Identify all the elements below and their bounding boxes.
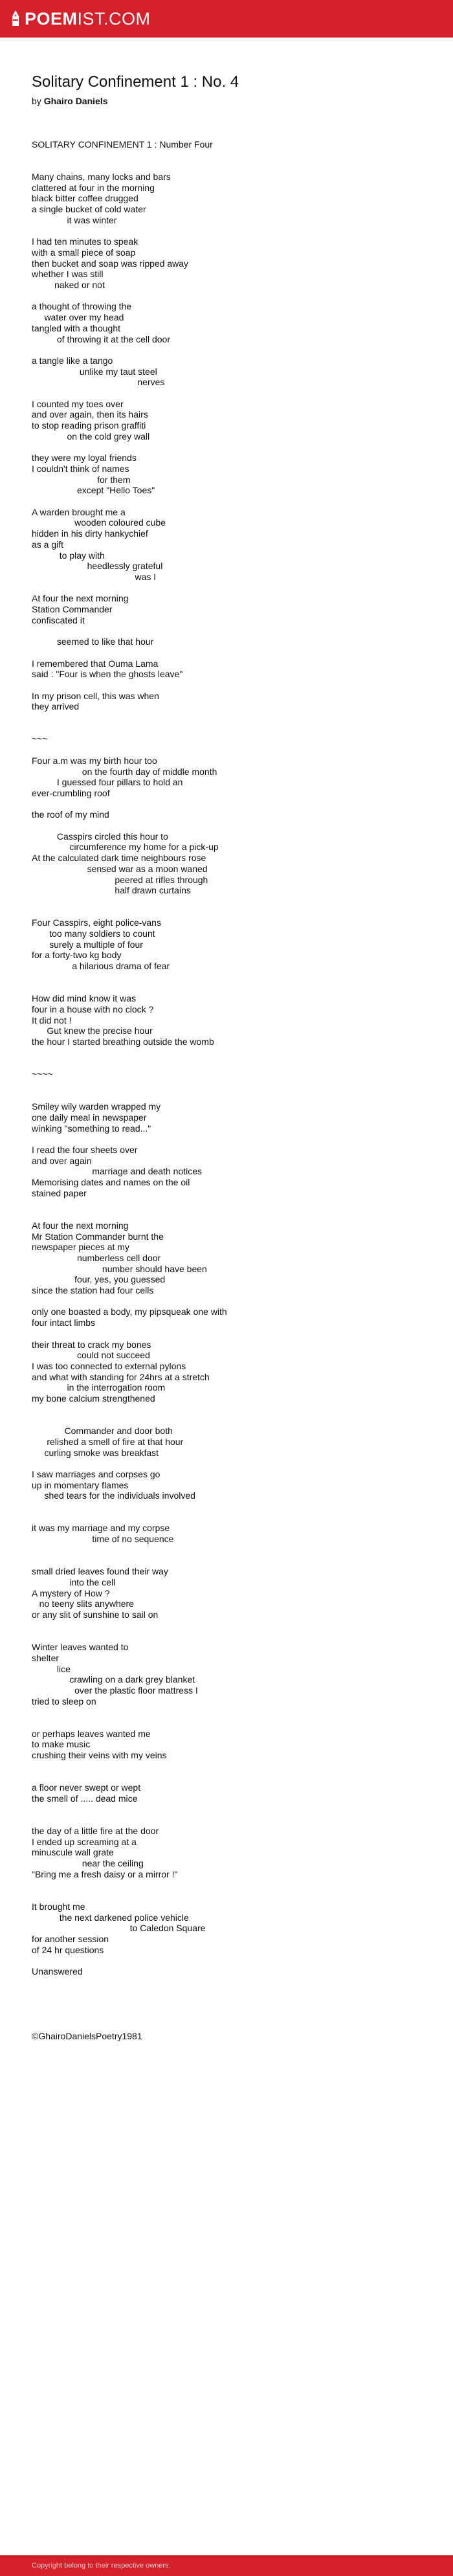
by-label: by	[32, 96, 44, 106]
poem-line: Four Casspirs, eight police-vans	[32, 917, 161, 928]
poem-line: nerves	[32, 377, 165, 388]
poem-line: for a forty-two kg body	[32, 950, 122, 961]
poem-line: could not succeed	[32, 1350, 150, 1361]
poem-line	[32, 1988, 433, 1999]
poem-line	[32, 344, 433, 355]
poem-line: ©GhairoDanielsPoetry1981	[32, 2031, 142, 2042]
poem-line	[32, 1199, 433, 1210]
poem-line: on the cold grey wall	[32, 431, 150, 442]
logo-light: IST.COM	[77, 9, 151, 28]
poem-line: I couldn't think of names	[32, 463, 129, 474]
poem-line: since the station had four cells	[32, 1285, 154, 1296]
poem-line	[32, 1047, 433, 1058]
poem-line: A mystery of How ?	[32, 1587, 110, 1598]
poem-line: numberless cell door	[32, 1252, 161, 1263]
poem-line: four intact limbs	[32, 1317, 96, 1328]
poem-line: winking "something to read..."	[32, 1123, 151, 1134]
logo-strong: POEM	[25, 9, 78, 28]
poem-line	[32, 820, 433, 831]
poem-line: with a small piece of soap	[32, 247, 136, 258]
poem-line	[32, 907, 433, 918]
poem-line	[32, 1999, 433, 2010]
poem-line: of 24 hr questions	[32, 1944, 104, 1955]
poem-line: Many chains, many locks and bars	[32, 172, 171, 183]
poem-line	[32, 1880, 433, 1891]
author-link[interactable]: Ghairo Daniels	[43, 96, 108, 106]
poem-line	[32, 1501, 433, 1512]
poem-line: only one boasted a body, my pipsqueak one with	[32, 1306, 227, 1317]
poem-line: too many soldiers to count	[32, 928, 155, 939]
poem-line: no teeny slits anywhere	[32, 1598, 134, 1609]
poem-line: I saw marriages and corpses go	[32, 1468, 160, 1479]
poem-line	[32, 1761, 433, 1772]
poem-line: or any slit of sunshine to sail on	[32, 1609, 159, 1620]
poem-line: marriage and death notices	[32, 1166, 203, 1177]
poem-line: for them	[32, 474, 131, 485]
poem-line: ~~~	[32, 734, 48, 745]
poem-line: circumference my home for a pick-up	[32, 842, 219, 853]
poem-line: was I	[32, 572, 157, 582]
poem-line: confiscated it	[32, 614, 85, 625]
poem-line	[32, 1707, 433, 1718]
byline	[32, 95, 433, 107]
poem-line: to Caledon Square	[32, 1923, 206, 1934]
poem-line: four in a house with no clock ?	[32, 1003, 154, 1014]
poem-line: their threat to crack my bones	[32, 1339, 151, 1350]
poem-line: and over again, then its hairs	[32, 409, 148, 420]
poem-line: shelter	[32, 1652, 60, 1663]
poem-line	[32, 442, 433, 453]
poem-line	[32, 388, 433, 399]
poem-line	[32, 1772, 433, 1783]
poem-line: black bitter coffee drugged	[32, 193, 138, 204]
poem-line	[32, 1545, 433, 1556]
copyright-notice: Copyright belong to their respective owners.	[32, 2562, 171, 2570]
poem-line: Smiley wily warden wrapped my	[32, 1101, 161, 1112]
poem-line: the next darkened police vehicle	[32, 1912, 189, 1923]
poem-line	[32, 799, 433, 810]
poem-line: Station Commander	[32, 604, 113, 615]
poem-line	[32, 896, 433, 907]
poem-line: I counted my toes over	[32, 398, 124, 409]
logo-text	[25, 8, 151, 30]
poem-line: clattered at four in the morning	[32, 182, 155, 193]
poem-line: or perhaps leaves wanted me	[32, 1728, 151, 1739]
poem-line: the roof of my mind	[32, 809, 109, 820]
poem-line: number should have been	[32, 1263, 207, 1274]
poem-line	[32, 1209, 433, 1220]
poem-line: near the ceiling	[32, 1858, 144, 1869]
poem-line: a thought of throwing the	[32, 301, 132, 312]
poem-line	[32, 680, 433, 691]
poem-line	[32, 1458, 433, 1469]
poem-line	[32, 2010, 433, 2021]
poem-line: ever-crumbling roof	[32, 787, 110, 798]
poem-line: heedlessly grateful	[32, 561, 163, 572]
poem-line: to make music	[32, 1739, 91, 1750]
poem-line	[32, 626, 433, 637]
poem-line: shed tears for the individuals involved	[32, 1490, 195, 1501]
poem-line	[32, 1134, 433, 1145]
poem-line: half drawn curtains	[32, 885, 191, 896]
poem-line	[32, 226, 433, 237]
poem-line	[32, 1296, 433, 1307]
poem-line	[32, 1556, 433, 1567]
poem-line: Memorising dates and names on the oil	[32, 1177, 190, 1188]
poem-line: stained paper	[32, 1187, 87, 1198]
poem-line	[32, 496, 433, 507]
poem-line: I read the four sheets over	[32, 1144, 138, 1155]
poem-line: Gut knew the precise hour	[32, 1025, 153, 1036]
poem-line: then bucket and soap was ripped away	[32, 258, 189, 269]
poem-heading	[32, 73, 433, 107]
poem-line	[32, 1631, 433, 1642]
poem-line: naked or not	[32, 280, 105, 291]
poem-line	[32, 1815, 433, 1826]
poem-title: Solitary Confinement 1 : No. 4	[32, 73, 239, 91]
poem-line: whether I was still	[32, 269, 104, 280]
poem-line	[32, 972, 433, 983]
poem-line: water over my head	[32, 312, 124, 323]
poem-line: over the plastic floor mattress I	[32, 1685, 198, 1696]
poem-line: ~~~~	[32, 1069, 53, 1080]
poem-line: up in momentary flames	[32, 1479, 129, 1490]
poem-line: How did mind know it was	[32, 993, 137, 1004]
pen-nib-icon	[12, 10, 19, 27]
poem-line: and over again	[32, 1155, 92, 1166]
site-header	[0, 0, 453, 38]
poem-line: Unanswered	[32, 1966, 83, 1977]
poem-line: Four a.m was my birth hour too	[32, 755, 157, 766]
poem-line	[32, 1091, 433, 1102]
poem-line: the smell of ..... dead mice	[32, 1793, 138, 1804]
poem-line: peered at rifles through	[32, 874, 208, 885]
poem-line: minuscule wall grate	[32, 1847, 114, 1858]
poem-line	[32, 1404, 433, 1415]
poem-line	[32, 723, 433, 734]
poem-line	[32, 983, 433, 994]
poem-line: A warden brought me a	[32, 506, 126, 517]
poem-line	[32, 150, 433, 161]
poem-line: At four the next morning	[32, 593, 129, 604]
poem-line: SOLITARY CONFINEMENT 1 : Number Four	[32, 139, 213, 150]
poem-line: into the cell	[32, 1576, 116, 1587]
poem-line	[32, 583, 433, 594]
poem-line	[32, 161, 433, 172]
poem-line: a hilarious drama of fear	[32, 961, 170, 972]
poem-line: unlike my taut steel	[32, 366, 157, 377]
poem-line	[32, 1058, 433, 1069]
poem-line: a tangle like a tango	[32, 355, 113, 366]
poem-line: Mr Station Commander burnt the	[32, 1231, 164, 1242]
poem-line: I had ten minutes to speak	[32, 236, 138, 247]
poem-line	[32, 1415, 433, 1426]
poem-line: At the calculated dark time neighbours rose	[32, 853, 206, 864]
poem-line	[32, 745, 433, 756]
poem-line	[32, 1890, 433, 1901]
poem-line	[32, 1328, 433, 1339]
poem-line: the hour I started breathing outside the womb	[32, 1036, 214, 1047]
poem-line: sensed war as a moon waned	[32, 863, 208, 874]
poem-line: in the interrogation room	[32, 1382, 166, 1393]
poem-line: Winter leaves wanted to	[32, 1642, 129, 1653]
poem-line: my bone calcium strengthened	[32, 1393, 155, 1404]
poem-line	[32, 1718, 433, 1729]
poem-line: it was winter	[32, 214, 117, 225]
poem-line: small dried leaves found their way	[32, 1566, 168, 1577]
poem-line: a single bucket of cold water	[32, 204, 146, 215]
poem-line: lice	[32, 1663, 71, 1674]
site-footer	[0, 2555, 453, 2576]
poem-line	[32, 712, 433, 723]
poem-line: on the fourth day of middle month	[32, 766, 217, 777]
poem-line: surely a multiple of four	[32, 939, 143, 950]
poem-line	[32, 1620, 433, 1631]
poem-line: they arrived	[32, 701, 80, 712]
site-logo[interactable]	[12, 8, 151, 30]
poem-line: as a gift	[32, 539, 64, 550]
poem-line: "Bring me a fresh daisy or a mirror !"	[32, 1868, 178, 1879]
poem-line: time of no sequence	[32, 1534, 174, 1545]
poem-line: seemed to like that hour	[32, 636, 154, 647]
poem-line	[32, 291, 433, 302]
poem-line: for another session	[32, 1933, 109, 1944]
poem-line: At four the next morning	[32, 1220, 129, 1231]
poem-line: newspaper pieces at my	[32, 1242, 129, 1253]
poem-line: I remembered that Ouma Lama	[32, 658, 159, 669]
poem-line: crushing their veins with my veins	[32, 1750, 167, 1761]
poem-line	[32, 1080, 433, 1091]
poem-line: the day of a little fire at the door	[32, 1825, 159, 1836]
poem-line: of throwing it at the cell door	[32, 333, 170, 344]
poem-line: relished a smell of fire at that hour	[32, 1436, 184, 1447]
poem-line: tangled with a thought	[32, 322, 120, 333]
poem-line: one daily meal in newspaper	[32, 1112, 147, 1123]
poem-line: In my prison cell, this was when	[32, 690, 159, 701]
poem-line: except "Hello Toes"	[32, 485, 155, 496]
poem-line: I guessed four pillars to hold an	[32, 777, 183, 788]
poem-line: It brought me	[32, 1901, 85, 1912]
poem-line: and what with standing for 24hrs at a stretch	[32, 1371, 210, 1382]
poem-line: wooden coloured cube	[32, 517, 166, 528]
poem-line: curling smoke was breakfast	[32, 1447, 159, 1458]
poem-line: said : "Four is when the ghosts leave"	[32, 669, 183, 680]
poem-line	[32, 1977, 433, 1988]
poem-line: Casspirs circled this hour to	[32, 831, 168, 842]
poem-line: four, yes, you guessed	[32, 1274, 166, 1285]
poem-line	[32, 1955, 433, 1966]
poem-line	[32, 1512, 433, 1523]
poem-line: a floor never swept or wept	[32, 1782, 141, 1793]
poem-line	[32, 647, 433, 658]
poem-line	[32, 2021, 433, 2032]
poem-body	[32, 139, 433, 2042]
poem-line: it was my marriage and my corpse	[32, 1523, 170, 1534]
poem-line: Commander and door both	[32, 1426, 173, 1437]
poem-line: to play with	[32, 550, 105, 561]
poem-line: they were my loyal friends	[32, 453, 137, 464]
poem-line: It did not !	[32, 1014, 72, 1025]
poem-line: I ended up screaming at a	[32, 1836, 137, 1847]
poem-line: to stop reading prison graffiti	[32, 420, 146, 431]
poem-line	[32, 1804, 433, 1815]
poem-line: tried to sleep on	[32, 1696, 96, 1707]
poem-line: hidden in his dirty hankychief	[32, 528, 148, 539]
poem-line: I was too connected to external pylons	[32, 1360, 186, 1371]
poem-line: crawling on a dark grey blanket	[32, 1674, 195, 1685]
